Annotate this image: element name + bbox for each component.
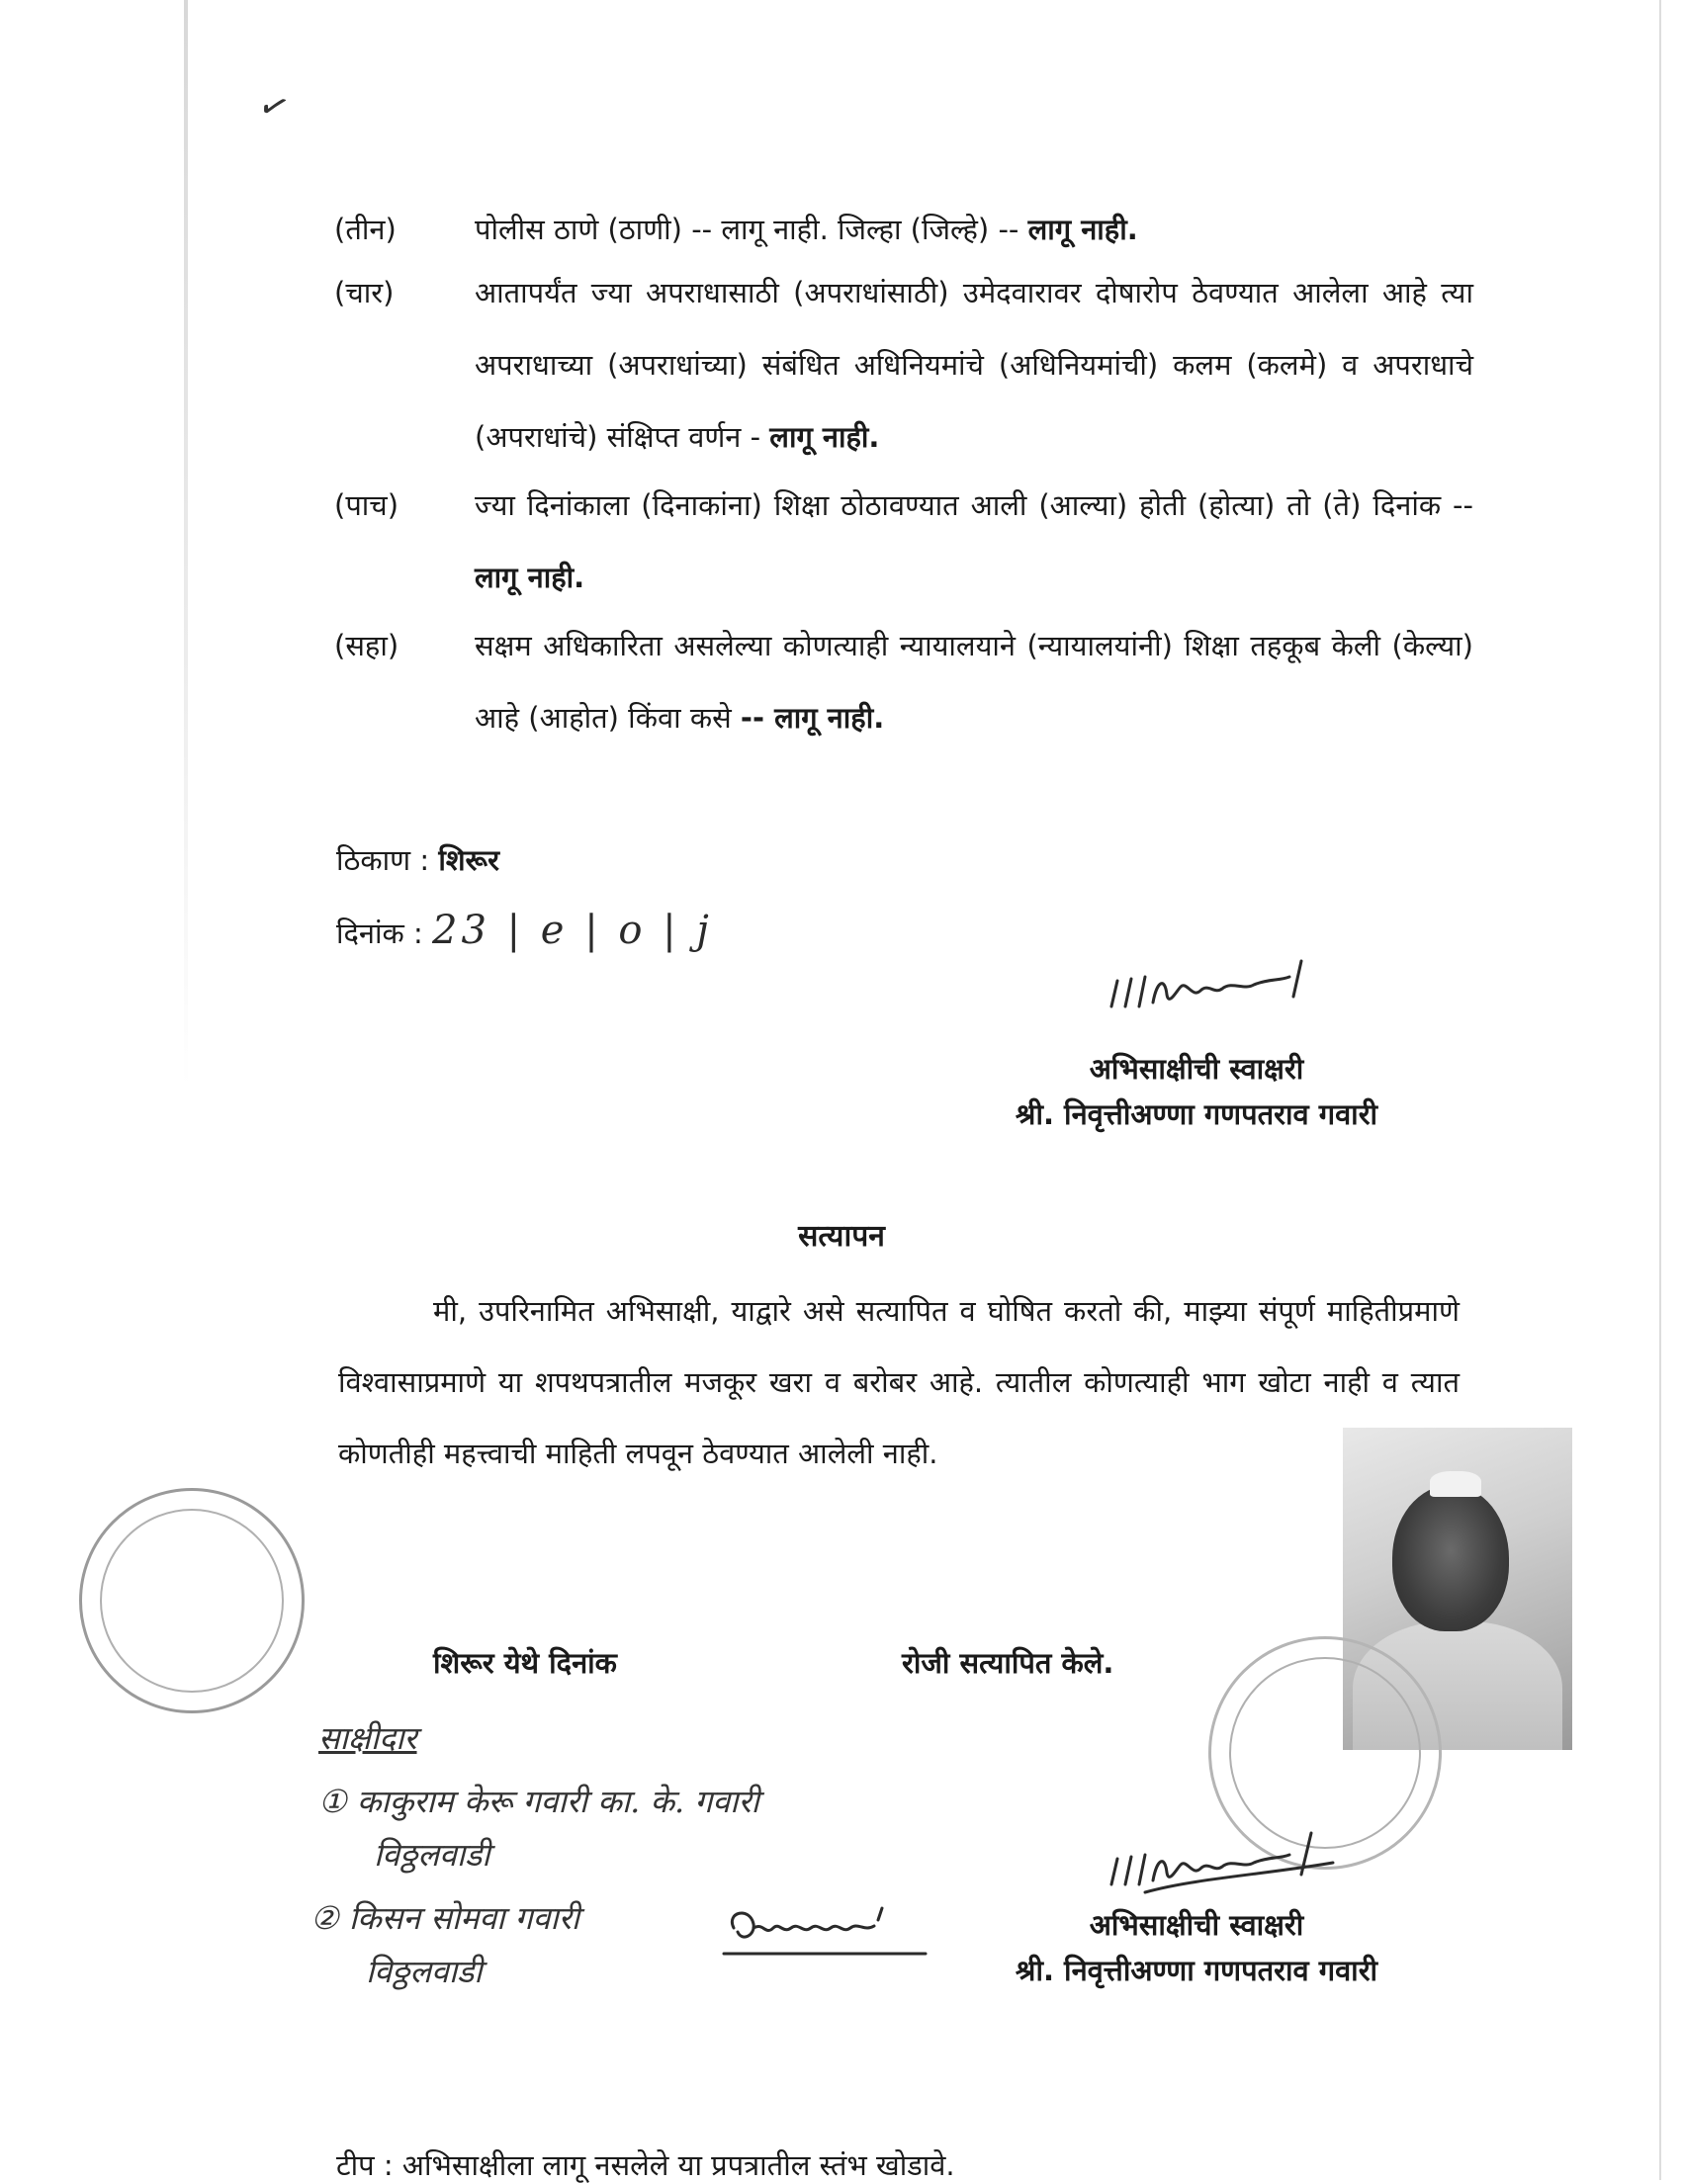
- signature-block-bottom: [939, 1902, 1454, 1993]
- footer-note: टीप : अभिसाक्षीला लागू नसलेले या प्रपत्रातील स्तंभ खोडावे.: [336, 2148, 955, 2182]
- witness-2-line1: ② किसन सोमवा गवारी: [310, 1899, 580, 1937]
- clause-number: (चार): [334, 276, 395, 309]
- signature-block-top: [939, 1046, 1454, 1137]
- check-mark-icon: ✓: [252, 83, 296, 131]
- clause-3: [326, 194, 1473, 266]
- clause-text: पोलीस ठाणे (ठाणी) -- लागू नाही. जिल्हा (जिल्हे) --: [475, 213, 1019, 246]
- official-stamp-left: [79, 1488, 305, 1713]
- clause-status: -- लागू नाही.: [740, 701, 885, 735]
- clause-4: [326, 257, 1473, 474]
- clause-status: लागू नाही.: [475, 561, 585, 594]
- witness-2-signature: [720, 1898, 947, 1967]
- witness-1-line2: विठ्ठलवाडी: [374, 1836, 490, 1874]
- signature-scribble-top: [1106, 951, 1333, 1020]
- clause-status: लागू नाही.: [769, 420, 880, 454]
- signatory-name: श्री. निवृत्तीअण्णा गणपतराव गवारी: [1015, 1954, 1378, 1987]
- witness-1-line1: ① काकुराम केरू गवारी का. के. गवारी: [318, 1783, 759, 1820]
- clause-text: आतापर्यंत ज्या अपराधासाठी (अपराधांसाठी) उमेदवारावर दोषारोप ठेवण्यात आलेला आहे त्या अपराधाच्या (अपराधांच्या) संबंधित अधिनियमांचे (अधिनियमांची) कलम (कलमे) व अपराधाचे (अपराधांचे) संक्षिप्त वर्णन -: [475, 276, 1473, 454]
- clause-text: ज्या दिनांकाला (दिनाकांना) शिक्षा ठोठावण्यात आली (आल्या) होती (होत्या) तो (ते) दिनांक --: [475, 488, 1473, 522]
- witness-2-line2: विठ्ठलवाडी: [366, 1953, 483, 1990]
- stamp-inner-ring: [100, 1509, 284, 1693]
- verification-paragraph: मी, उपरिनामित अभिसाक्षी, याद्वारे असे सत्यापित व घोषित करतो की, माझ्या संपूर्ण माहितीप्रमाणे विश्वासाप्रमाणे या शपथपत्रातील मजकूर खरा व बरोबर आहे. त्यातील कोणत्याही भाग खोटा नाही व त्यात कोणतीही महत्त्वाची माहिती लपवून ठेवण्यात आलेली नाही.: [338, 1294, 1460, 1470]
- clause-status: लागू नाही.: [1027, 213, 1138, 246]
- witness-heading: साक्षीदार: [318, 1719, 417, 1757]
- verification-heading: सत्यापन: [798, 1219, 885, 1254]
- place-value: शिरूर: [438, 843, 499, 877]
- place-line: [336, 840, 499, 879]
- signature-title: अभिसाक्षीची स्वाक्षरी: [1089, 1052, 1304, 1086]
- photo-face: [1392, 1485, 1509, 1631]
- clause-6: [326, 610, 1473, 754]
- date-line: [336, 908, 713, 953]
- clause-5: [326, 470, 1473, 614]
- verification-verified-on: रोजी सत्यापित केले.: [902, 1646, 1114, 1680]
- signature-title: अभिसाक्षीची स्वाक्षरी: [1089, 1908, 1304, 1942]
- place-label: ठिकाण :: [336, 843, 430, 877]
- signature-scribble-bottom: [1106, 1819, 1353, 1898]
- signatory-name: श्री. निवृत्तीअण्णा गणपतराव गवारी: [1015, 1097, 1378, 1131]
- date-label: दिनांक :: [336, 917, 423, 950]
- clause-number: (तीन): [334, 213, 397, 246]
- photo-cap: [1430, 1471, 1481, 1497]
- clause-text: सक्षम अधिकारिता असलेल्या कोणत्याही न्यायालयाने (न्यायालयांनी) शिक्षा तहकूब केली (केल्या) आहे (आहोत) किंवा कसे: [475, 629, 1473, 735]
- clause-number: (पाच): [334, 488, 399, 522]
- date-handwritten: 23 | e | o | j: [432, 908, 713, 953]
- scan-edge-right: [1659, 0, 1661, 2180]
- clause-number: (सहा): [334, 629, 399, 662]
- scan-edge-left: [184, 0, 188, 1088]
- verification-place-date: शिरूर येथे दिनांक: [433, 1646, 617, 1680]
